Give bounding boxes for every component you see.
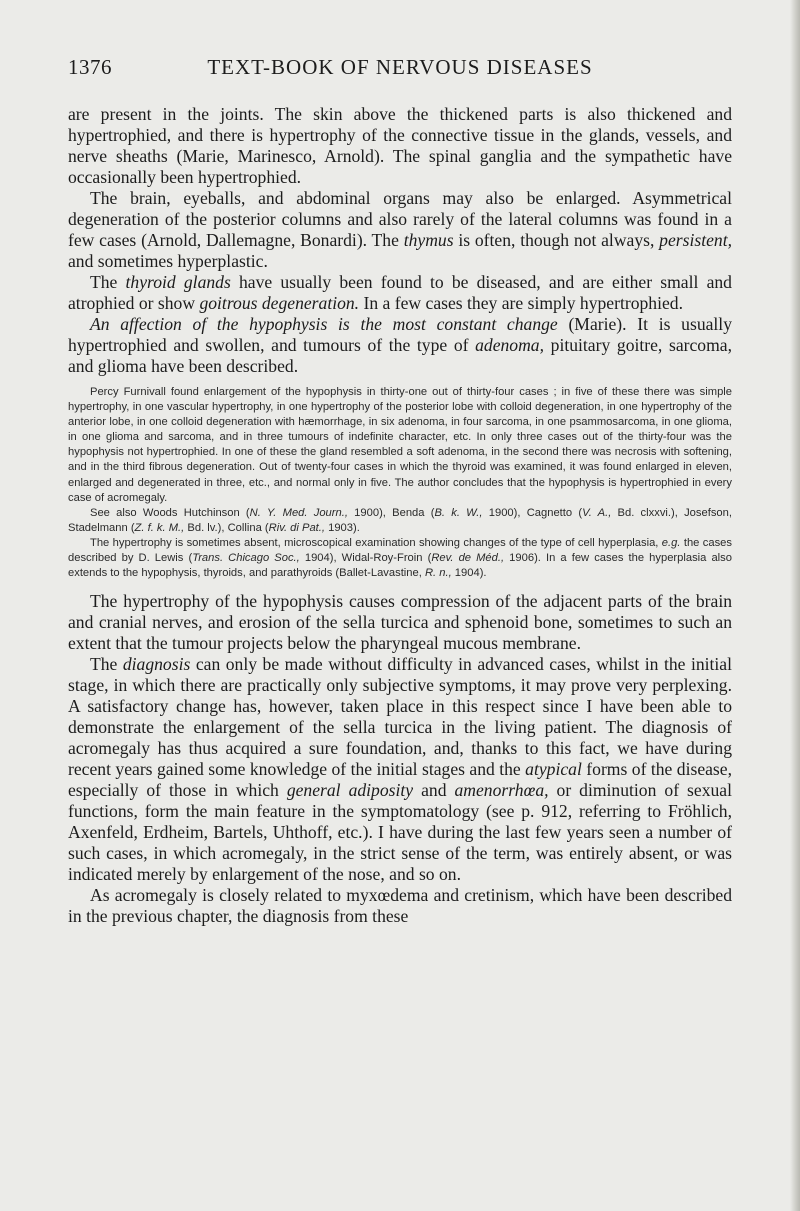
text-run: 1904), Widal-Roy-Froin (: [299, 552, 432, 565]
paragraph: [68, 654, 732, 885]
italic-text: amenorrhœa,: [454, 780, 549, 801]
page-body: [68, 104, 732, 927]
text-run: Bd. lv.), Collina (: [184, 521, 269, 534]
text-run: and sometimes hyperplastic.: [68, 251, 268, 271]
text-run: See also Woods Hutchinson (: [90, 506, 250, 519]
italic-text: adenoma,: [475, 335, 545, 355]
italic-text: V. A.,: [582, 506, 612, 519]
italic-text: Rev. de Méd.,: [431, 552, 505, 565]
note-paragraph: [68, 385, 732, 506]
italic-text: persistent,: [659, 230, 732, 250]
text-run: 1900), Benda (: [347, 506, 435, 519]
italic-text: Z. f. k. M.,: [134, 521, 185, 534]
paragraph: [68, 885, 732, 927]
text-run: The hypertrophy is sometimes absent, microscopical examination showing changes of the type of cell hyperplasia,: [90, 536, 662, 549]
italic-text: e.g.: [661, 536, 681, 549]
text-run: pituitary goitre, sarcoma, and glioma have been described.: [68, 335, 732, 376]
italic-text: thyroid glands: [125, 272, 231, 292]
italic-text: Trans. Chicago Soc.,: [192, 552, 300, 565]
paragraph: [68, 104, 732, 188]
text-run: 1904).: [451, 567, 487, 580]
text-run: The brain, eyeballs, and abdominal organs may also be enlarged. Asymmetrical degeneration of the posterior columns and also rarely of the lateral columns was found in a few cases (Arnold, Dallemagne, Bonardi). The: [68, 188, 732, 250]
paragraph: [68, 591, 732, 654]
text-run: 1903).: [325, 521, 360, 534]
italic-text: atypical: [525, 759, 582, 780]
main-text-bottom: [68, 591, 732, 927]
paragraph: [68, 272, 732, 314]
paragraph: [68, 314, 732, 377]
text-run: is often, though not always,: [453, 230, 660, 250]
italic-text: goitrous degeneration.: [199, 293, 360, 313]
note-paragraph: [68, 506, 732, 536]
italic-text: general adiposity: [286, 780, 414, 801]
main-text-top: [68, 104, 732, 377]
running-title: TEXT-BOOK OF NERVOUS DISEASES: [207, 55, 593, 79]
text-run: the cases described by D. Lewis (: [68, 536, 733, 565]
page-edge-shadow: [790, 0, 800, 1211]
paragraph: [68, 188, 732, 272]
text-run: and: [413, 780, 455, 801]
italic-text: N. Y. Med. Journ.,: [249, 506, 348, 519]
text-run: Bd. clxxvi.), Josefson, Stadelmann (: [68, 506, 732, 534]
italic-text: thymus: [403, 230, 454, 250]
italic-text: An affection of the hypophysis is the most constant change: [90, 314, 558, 334]
italic-text: Riv. di Pat.,: [268, 521, 325, 534]
note-paragraph: [68, 536, 732, 581]
text-run: have usually been found to be diseased, and are either small and atrophied or show: [68, 272, 732, 313]
italic-text: R. n.,: [424, 567, 452, 580]
text-run: (Marie). It is usually hypertrophied and swollen, and tumours of the type of: [68, 314, 732, 355]
text-run: The: [90, 272, 126, 292]
text-run: In a few cases they are simply hypertrophied.: [359, 293, 683, 313]
text-run: can only be made without difficulty in advanced cases, whilst in the initial stage, in which there are practically only subjective symptoms, it may prove very perplexing. A satisfactory change has, however, taken place in this respect since I have been able to demonstrate the enlargement of the sella turcica in the living patient. The diagnosis of acromegaly has thus acquired a sure foundation, and, thanks to this fact, we have during recent years gained some knowledge of the initial stages and the: [68, 654, 732, 780]
text-run: are present in the joints. The skin above the thickened parts is also thickened and hypertrophied, and there is hypertrophy of the connective tissue in the glands, vessels, and nerve sheaths (Marie, Marinesco, Arnold). The spinal ganglia and the sympathetic have occasionally been hypertrophied.: [68, 104, 732, 187]
small-print-note: [68, 385, 732, 581]
text-run: 1900), Cagnetto (: [482, 506, 583, 519]
italic-text: diagnosis: [122, 654, 191, 675]
text-run: The: [90, 654, 123, 675]
text-run: or diminution of sexual functions, form the main feature in the symptomatology (see p. 912, referring to Fröhlich, Axenfeld, Erdheim, Bartels, Uhthoff, etc.). I have during the last few years seen a number of such cases, in which acromegaly, in the strict sense of the term, was entirely absent, or was indicated merely by enlargement of the nose, and so on.: [68, 780, 733, 885]
italic-text: B. k. W.,: [434, 506, 483, 519]
text-run: As acromegaly is closely related to myxœdema and cretinism, which have been described in the previous chapter, the diagnosis from these: [68, 885, 732, 927]
text-run: 1906). In a few cases the hyperplasia also extends to the hypophysis, thyroids, and parathyroids (Ballet-Lavastine,: [68, 552, 732, 580]
text-run: forms of the disease, especially of those in which: [68, 759, 732, 801]
text-run: Percy Furnivall found enlargement of the hypophysis in thirty-one out of thirty-four cases ; in five of these there was simple hypertrophy, in one vascular hypertrophy, in one hypertrophy of the posterior lobe with colloid degeneration, in one hypertrophy of the anterior lobe, in one colloid degeneration with hæmorrhage, in six adenoma, in four sarcoma, in one psammosarcoma, in one glioma, in one glioma and sarcoma, and in three tumours of indefinite character, etc. In only three cases out of the thirty-four was the hypophysis not hypertrophied. In one of these the gland resembled a soft adenoma, in the second there was necrosis with softening, and in the third fibrous degeneration. Out of twenty-four cases in which the thyroid was examined, it was found enlarged in eleven, enlarged and degenerated in three, etc., and normal only in five. The author concludes that the hypophysis is hypertrophied in every case of acromegaly.: [68, 386, 732, 504]
text-run: The hypertrophy of the hypophysis causes compression of the adjacent parts of the brain and cranial nerves, and erosion of the sella turcica and sphenoid bone, sometimes to such an extent that the tumour projects below the pharyngeal mucous membrane.: [68, 591, 732, 654]
page-number: 1376: [68, 55, 112, 79]
running-header: [68, 55, 732, 79]
